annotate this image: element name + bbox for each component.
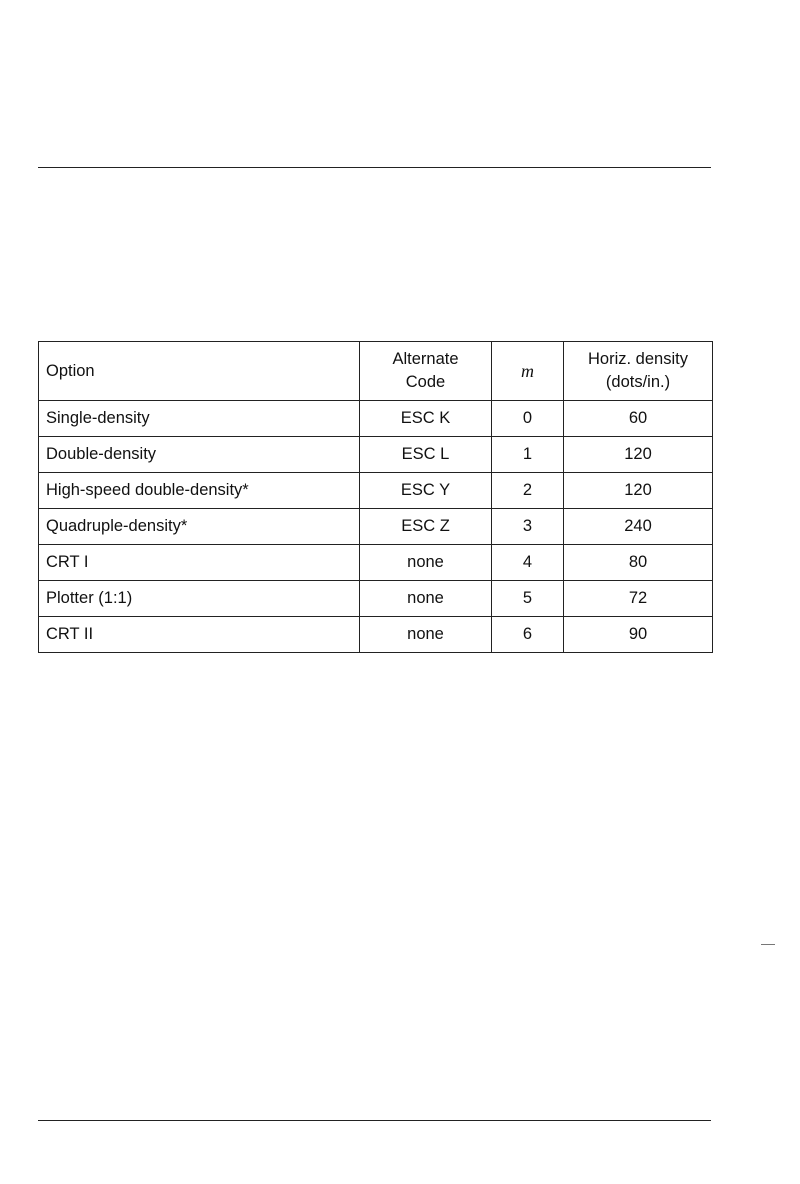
cell-option: CRT I (39, 545, 360, 581)
header-alternate-line2: Code (405, 373, 446, 391)
cell-m: 0 (492, 401, 564, 437)
cell-density: 60 (564, 401, 713, 437)
cell-code: none (360, 545, 492, 581)
header-density-line1: Horiz. density (588, 350, 688, 368)
cell-density: 120 (564, 473, 713, 509)
cell-option: Single-density (39, 401, 360, 437)
table-header-row (39, 342, 713, 401)
header-density-line2: (dots/in.) (605, 373, 671, 391)
cell-code: ESC Y (360, 473, 492, 509)
cell-density: 90 (564, 617, 713, 653)
header-option: Option (39, 342, 360, 401)
cell-m: 1 (492, 437, 564, 473)
cell-density: 120 (564, 437, 713, 473)
cell-code: ESC Z (360, 509, 492, 545)
cell-m: 3 (492, 509, 564, 545)
table-row (39, 545, 713, 581)
table-row (39, 437, 713, 473)
cell-option: Double-density (39, 437, 360, 473)
header-horiz-density (564, 342, 713, 401)
cell-m: 6 (492, 617, 564, 653)
header-alternate-line1: Alternate (392, 350, 459, 368)
table-row (39, 581, 713, 617)
cell-m: 2 (492, 473, 564, 509)
table-row (39, 473, 713, 509)
table-row (39, 509, 713, 545)
top-rule (38, 167, 711, 168)
cell-m: 5 (492, 581, 564, 617)
table-row (39, 401, 713, 437)
header-alternate-code (360, 342, 492, 401)
cell-density: 72 (564, 581, 713, 617)
table-row (39, 617, 713, 653)
cell-option: Quadruple-density* (39, 509, 360, 545)
cell-density: 240 (564, 509, 713, 545)
cell-option: High-speed double-density* (39, 473, 360, 509)
cell-code: ESC K (360, 401, 492, 437)
cell-code: none (360, 617, 492, 653)
header-m: m (492, 342, 564, 401)
cell-density: 80 (564, 545, 713, 581)
bottom-rule (38, 1120, 711, 1121)
graphics-density-table (38, 341, 713, 653)
cell-option: Plotter (1:1) (39, 581, 360, 617)
cell-m: 4 (492, 545, 564, 581)
cell-option: CRT II (39, 617, 360, 653)
margin-mark (761, 944, 775, 945)
cell-code: ESC L (360, 437, 492, 473)
cell-code: none (360, 581, 492, 617)
